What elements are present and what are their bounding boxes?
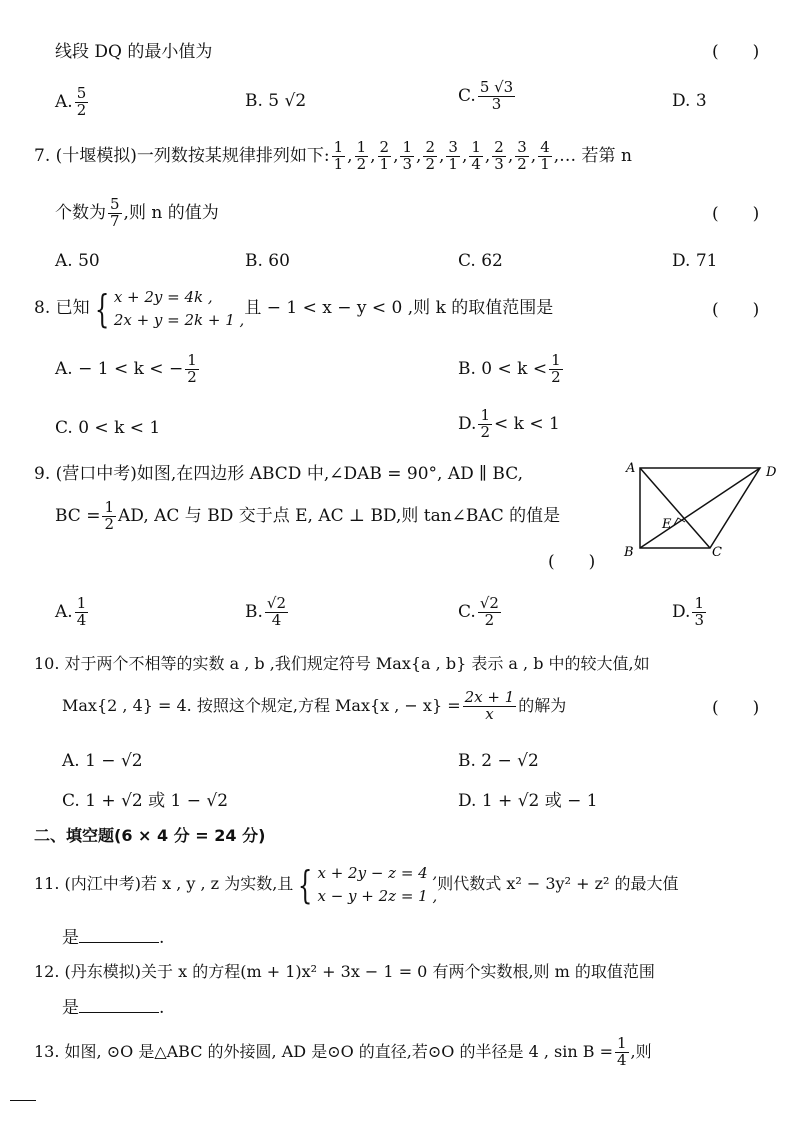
q9-opt-c-frac (478, 596, 501, 629)
q8-opt-d-label: D. (458, 413, 477, 434)
q7-seq-den: 2 (356, 154, 367, 173)
q9-opt-b-num: √2 (266, 594, 287, 612)
q10-paren: ( ) (712, 698, 760, 718)
q9-opt-d-num: 1 (694, 594, 704, 612)
q6-option-a (55, 86, 90, 119)
q10-frac (463, 690, 517, 723)
q9-label-b: B (624, 545, 634, 560)
q9-line2 (55, 500, 560, 533)
q7-seq-den: 2 (517, 154, 527, 173)
q8-opt-b-den: 2 (551, 367, 561, 386)
q7-seq-num: 2 (494, 138, 504, 156)
q8-paren: ( ) (712, 300, 760, 320)
q13-frac-den: 4 (617, 1050, 627, 1069)
q9-label-a: A (626, 461, 636, 476)
q7-seq-num: 2 (379, 138, 390, 156)
q7-option-a: A. 50 (55, 251, 100, 271)
q7-option-b: B. 60 (245, 251, 290, 271)
q7-line1 (34, 140, 632, 173)
q10-line2 (62, 690, 566, 723)
q11-line1 (34, 862, 679, 907)
q7-seq-fraction (538, 140, 552, 173)
q8-opt-a-pre: A. − 1 < k < − (55, 358, 184, 379)
q6-opt-c-label: C. (458, 85, 476, 106)
q9-half-frac (102, 500, 116, 533)
q10-line2-pre: Max{2 , 4} = 4. 按照这个规定,方程 Max{x , − x} = (62, 695, 461, 715)
q7-paren: ( ) (712, 204, 760, 224)
q7-target-den: 7 (110, 211, 120, 230)
q7-seq-num: 1 (471, 138, 481, 156)
q11-brace: { (298, 862, 313, 907)
q13-line1-post: ,则 (630, 1041, 652, 1061)
q11-eq1: x + 2y − z = 4 , (317, 864, 438, 882)
q7-suffix: ,… 若第 n (553, 145, 632, 166)
q9-line2-pre: BC = (55, 505, 101, 526)
q9-label-d: D (766, 465, 777, 480)
q9-line2-post: AD, AC 与 BD 交于点 E, AC ⊥ BD,则 tan∠BAC 的值是 (118, 505, 561, 526)
q11-system (317, 862, 437, 907)
q10-line2-post: 的解为 (518, 695, 567, 715)
q8-opt-d-post: < k < 1 (493, 413, 560, 434)
q8-option-b (458, 353, 565, 386)
q10-option-a: A. 1 − √2 (62, 751, 143, 771)
q6-option-d: D. 3 (672, 91, 707, 111)
q8-prefix: 8. 已知 (34, 298, 90, 318)
q9-figure (620, 458, 790, 562)
q12-line2-text: 是 (62, 998, 79, 1018)
q9-opt-c-den: 2 (484, 610, 495, 629)
q7-seq-fraction (400, 140, 414, 173)
q7-seq-num: 4 (540, 138, 550, 156)
q8-opt-d-den: 2 (480, 422, 490, 441)
q8-opt-a-frac (185, 353, 199, 386)
q8-brace: { (94, 286, 109, 331)
q7-seq-num: 3 (517, 138, 527, 156)
q9-opt-d-den: 3 (694, 610, 704, 629)
q9-line1: 9. (营口中考)如图,在四边形 ABCD 中,∠DAB = 90°, AD ∥ BC, (34, 464, 524, 484)
q6-opt-a-num: 5 (76, 84, 87, 102)
q7-option-d: D. 71 (672, 251, 718, 271)
q12-line1: 12. (丹东模拟)关于 x 的方程(m + 1)x² + 3x − 1 = 0 有两个实数根,则 m 的取值范围 (34, 962, 655, 981)
q11-eq2: x − y + 2z = 1 , (317, 886, 438, 905)
q9-label-e: E (662, 517, 672, 532)
q9-option-b (245, 596, 290, 629)
q8-opt-b-pre: B. 0 < k < (458, 358, 548, 379)
q11-suffix: 则代数式 x² − 3y² + z² 的最大值 (437, 874, 679, 893)
q8-option-a (55, 353, 201, 386)
q7-seq-den: 1 (448, 154, 458, 173)
q7-seq-fraction (446, 140, 460, 173)
q8-opt-d-frac (478, 408, 492, 441)
q11-line2: 是 . (62, 928, 165, 948)
q7-sequence: $\frac{1}{1}$ , $\frac{1}{2}$ , $\frac{2}{1}$ , $\frac{1}{3}$ , $\frac{2}{2}$ , $\frac{3}{1}$ , $\frac{1}{4}$ , $\frac{2}{3}$ , $\frac{3}{2}$ , $\frac{4}{1}$ (333, 138, 550, 173)
q10-option-d: D. 1 + √2 或 − 1 (458, 791, 598, 811)
q9-half-den: 2 (104, 514, 115, 533)
q6-opt-a-label: A. (55, 91, 73, 112)
q12-answer-blank[interactable] (79, 998, 159, 1013)
q9-label-c: C (712, 545, 722, 560)
q7-line2-pre: 个数为 (55, 202, 106, 223)
q9-opt-c-num: √2 (479, 594, 499, 612)
q7-line2 (55, 197, 219, 230)
q9-option-c (458, 596, 503, 629)
q9-half-num: 1 (104, 498, 115, 516)
q6-opt-a-den: 2 (76, 100, 87, 119)
q7-seq-den: 1 (333, 154, 344, 173)
q7-target-frac (108, 197, 122, 230)
q7-seq-den: 1 (379, 154, 390, 173)
q7-seq-fraction (355, 140, 369, 173)
q9-opt-a-den: 4 (76, 610, 87, 629)
q9-opt-a-label: A. (55, 601, 73, 622)
q7-seq-fraction (492, 140, 506, 173)
q7-seq-den: 1 (540, 154, 550, 173)
q7-option-c: C. 62 (458, 251, 503, 271)
q8-suffix: 且 − 1 < x − y < 0 ,则 k 的取值范围是 (244, 298, 554, 318)
q6-opt-a-frac (75, 86, 89, 119)
q7-seq-fraction (378, 140, 392, 173)
q7-seq-den: 4 (471, 154, 481, 173)
q9-paren: ( ) (548, 552, 596, 572)
q8-line (34, 286, 553, 331)
q6-opt-c-num: 5 √3 (479, 78, 514, 96)
q8-opt-a-den: 2 (187, 367, 197, 386)
q12-line2: 是 . (62, 998, 165, 1018)
q7-seq-den: 2 (425, 154, 435, 173)
q8-opt-a-num: 1 (187, 351, 197, 369)
q13-line1 (34, 1036, 652, 1069)
q13-frac (615, 1036, 629, 1069)
q6-option-b: B. 5 √2 (245, 91, 307, 111)
q10-option-c: C. 1 + √2 或 1 − √2 (62, 791, 229, 811)
q9-opt-a-frac (75, 596, 89, 629)
q8-eq2: 2x + y = 2k + 1 , (113, 310, 245, 329)
q8-opt-d-num: 1 (480, 406, 490, 424)
q7-prefix: 7. (十堰模拟)一列数按某规律排列如下: (34, 145, 330, 166)
q11-answer-blank[interactable] (79, 928, 159, 943)
q11-line2-text: 是 (62, 928, 79, 948)
q7-seq-den: 3 (494, 154, 504, 173)
q9-opt-b-frac (265, 596, 288, 629)
q7-seq-fraction (515, 140, 529, 173)
q10-frac-num: 2x + 1 (464, 688, 515, 706)
q7-seq-fraction (332, 140, 346, 173)
q7-line2-post: ,则 n 的值为 (123, 202, 219, 223)
q6-opt-c-den: 3 (491, 94, 502, 113)
q10-frac-den: x (485, 704, 494, 723)
q7-seq-num: 1 (333, 138, 344, 156)
q7-seq-den: 3 (402, 154, 413, 173)
q10-line1: 10. 对于两个不相等的实数 a , b ,我们规定符号 Max{a , b} 表示 a , b 中的较大值,如 (34, 654, 650, 673)
q9-opt-a-num: 1 (76, 594, 87, 612)
q7-target-num: 5 (110, 195, 120, 213)
q13-frac-num: 1 (617, 1034, 627, 1052)
q8-opt-b-num: 1 (551, 351, 561, 369)
q7-seq-fraction (469, 140, 483, 173)
q7-seq-num: 3 (448, 138, 458, 156)
q7-seq-num: 1 (402, 138, 413, 156)
q8-eq1: x + 2y = 4k , (113, 288, 213, 306)
q8-option-c: C. 0 < k < 1 (55, 418, 161, 438)
q9-opt-d-label: D. (672, 601, 691, 622)
q6-option-c (458, 80, 517, 113)
q9-opt-b-den: 4 (271, 610, 282, 629)
q9-option-d (672, 596, 708, 629)
q6-stem: 线段 DQ 的最小值为 (55, 42, 213, 62)
q9-opt-d-frac (692, 596, 706, 629)
q11-prefix: 11. (内江中考)若 x , y , z 为实数,且 (34, 874, 294, 893)
q9-opt-c-label: C. (458, 601, 476, 622)
q8-option-d (458, 408, 560, 441)
q7-seq-fraction (423, 140, 437, 173)
q9-opt-b-label: B. (245, 601, 263, 622)
q13-line1-pre: 13. 如图, ⊙O 是△ABC 的外接圆, AD 是⊙O 的直径,若⊙O 的半径是 4 , sin B = (34, 1041, 613, 1061)
q8-opt-b-frac (549, 353, 563, 386)
q9-option-a (55, 596, 90, 629)
q8-system (114, 286, 245, 331)
page-footer-rule (10, 1100, 36, 1101)
q7-seq-num: 1 (356, 138, 367, 156)
q10-option-b: B. 2 − √2 (458, 751, 539, 771)
section2-title: 二、填空题(6 × 4 分 = 24 分) (34, 826, 266, 845)
q7-seq-num: 2 (425, 138, 435, 156)
q6-paren: ( ) (712, 42, 760, 62)
q6-opt-c-frac (478, 80, 515, 113)
